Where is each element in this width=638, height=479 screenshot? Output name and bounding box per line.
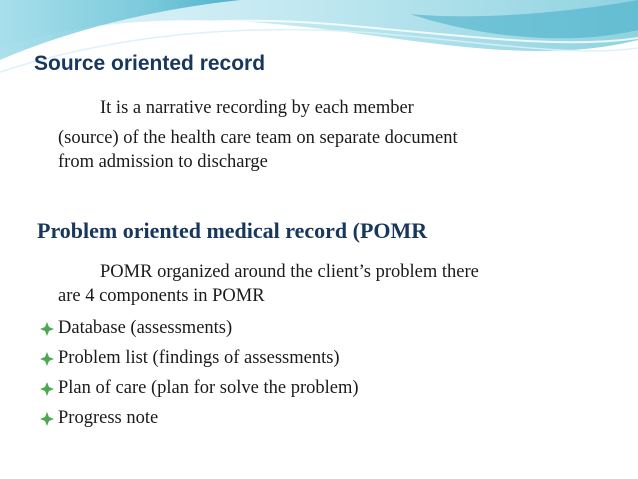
section-heading-pomr: Problem oriented medical record (POMR <box>37 218 428 243</box>
paragraph-1-line-3: from admission to discharge <box>58 152 268 172</box>
diamond-bullet-icon <box>40 412 54 426</box>
diamond-bullet-icon <box>40 382 54 396</box>
list-item <box>40 313 359 343</box>
list-item-text: Database (assessments) <box>58 318 233 338</box>
paragraph-2-line-2: are 4 components in POMR <box>58 286 265 306</box>
list-item <box>40 373 359 403</box>
list-item-text: Plan of care (plan for solve the problem) <box>58 378 359 398</box>
pomr-components-list <box>40 313 359 433</box>
paragraph-1-line-2: (source) of the health care team on separate document <box>58 128 458 148</box>
list-item-text: Problem list (findings of assessments) <box>58 348 340 368</box>
list-item <box>40 343 359 373</box>
diamond-bullet-icon <box>40 352 54 366</box>
paragraph-1-line-1: It is a narrative recording by each member <box>100 98 414 118</box>
diamond-bullet-icon <box>40 322 54 336</box>
list-item-text: Progress note <box>58 408 159 428</box>
list-item <box>40 403 359 433</box>
paragraph-2-line-1: POMR organized around the client’s problem there <box>100 262 479 282</box>
section-heading-source-oriented: Source oriented record <box>34 52 266 75</box>
